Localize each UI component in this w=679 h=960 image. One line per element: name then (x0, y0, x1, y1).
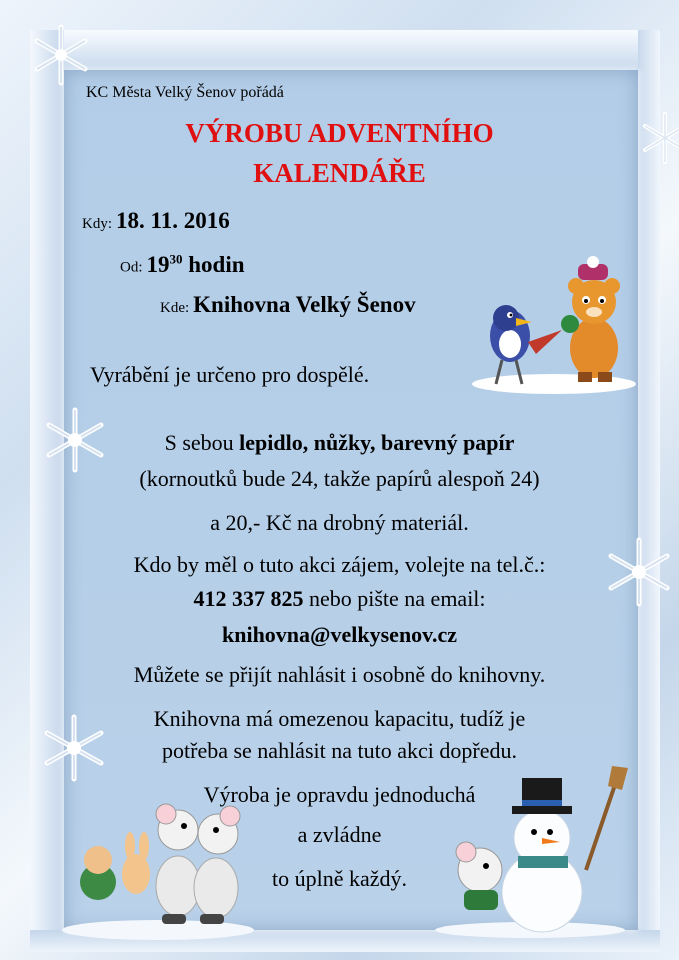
title-line-2: KALENDÁŘE (253, 158, 426, 188)
closing-line-3: to úplně každý. (271, 866, 408, 891)
where-label: Kde: (160, 300, 190, 316)
from-label: Od: (120, 259, 143, 276)
when-label: Kdy: (82, 216, 112, 232)
mice-illustration (58, 790, 258, 940)
bring-items: lepidlo, nůžky, barevný papír (239, 430, 515, 455)
title-line-1: VÝROBU ADVENTNÍHO (185, 118, 494, 148)
closing-line-1: Výroba je opravdu jednoduchá (203, 782, 476, 807)
organizer-line: KC Města Velký Šenov pořádá (86, 84, 284, 101)
bird-and-bear-illustration (466, 256, 642, 396)
from-minutes: 30 (169, 251, 183, 266)
fee-line: a 20,- Kč na drobný materiál. (210, 510, 469, 535)
closing-line-2: a zvládne (297, 822, 382, 847)
where-value: Knihovna Velký Šenov (193, 292, 416, 317)
snowflake-icon (28, 22, 94, 88)
when-row (82, 208, 230, 234)
phone-number: 412 337 825 (193, 586, 304, 611)
where-row (160, 292, 416, 318)
from-hour: 19 (146, 251, 170, 277)
capacity-line-1: Knihovna má omezenou kapacitu, tudíž je (153, 706, 526, 731)
in-person-line: Můžete se přijít nahlásit i osobně do knihovny. (133, 662, 546, 687)
frame-bevel-top (30, 30, 650, 70)
from-suffix: hodin (188, 251, 245, 277)
when-value: 18. 11. 2016 (116, 208, 230, 233)
bring-note: (kornoutků bude 24, takže papírů alespoň 24) (139, 466, 540, 491)
bring-line (0, 430, 679, 456)
email-address: knihovna@velkysenov.cz (221, 622, 457, 647)
audience-line: Vyrábění je určeno pro dospělé. (90, 362, 370, 387)
email-intro: nebo pište na email: (308, 586, 486, 611)
phone-line (0, 586, 679, 612)
bring-prefix: S sebou (164, 430, 234, 455)
from-row (120, 251, 245, 278)
contact-intro: Kdo by měl o tuto akci zájem, volejte na tel.č.: (133, 552, 546, 577)
capacity-line-2: potřeba se nahlásit na tuto akci dopředu. (162, 738, 517, 763)
